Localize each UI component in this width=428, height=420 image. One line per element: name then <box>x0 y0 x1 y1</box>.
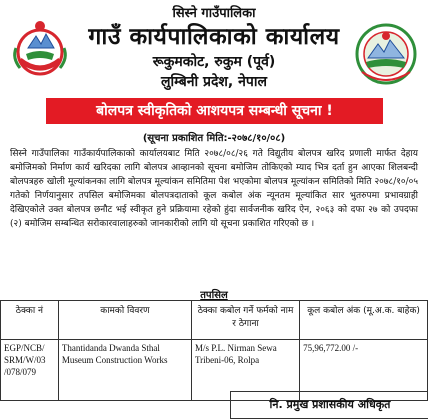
cell-bidder-firm: M/s P.L. Nirman Sewa Tribeni-06, Rolpa <box>191 340 299 401</box>
cell-contract-no: EGP/NCB/ SRM/W/03 /078/079 <box>1 340 59 401</box>
publish-date: (सूचना प्रकाशित मिति:-२०७८/१०/०८) <box>142 133 286 144</box>
notice-title-banner: बोलपत्र स्वीकृतिको आशयपत्र सम्बन्धी सूचना ! <box>46 98 383 124</box>
col-work-description: कामको विवरण <box>58 301 191 340</box>
office-title: गाउँ कार्यपालिकाको कार्यालय <box>88 24 340 50</box>
col-contract-no: ठेक्का नं <box>1 301 59 340</box>
details-heading: तपसिल <box>200 290 228 301</box>
signatory-title: नि. प्रमुख प्रशासकीय अधिकृत <box>230 391 428 419</box>
municipality-name: सिस्ने गाउँपालिका <box>172 6 256 21</box>
bid-table <box>0 300 428 401</box>
table-header-row <box>1 301 428 340</box>
office-address: रूकुमकोट, रुकुम (पूर्व) <box>152 54 276 70</box>
municipality-logo-icon <box>352 22 420 86</box>
notice-body: सिस्ने गाउँपालिका गाउँकार्यपालिकाको कार्यालयबाट मिति २०७८/०८/२६ गते विद्युतीय बोलपत्र खरिद प्रणाली मार्फत देहाय बमोजिमको निर्माण कार्य खरिदका लागि बोलपत्र आव्हानको सूचना बमोजिम तोकिएको म्याद भित्र दर्ता हुन आएका शिलबन्दी बोलपत्रहरु खोली मूल्यांकनका लागि बोलपत्र मूल्यांकन समितिमा पेश भएकोमा बोलपत्र मूल्यांकन समितिको मिति २०७८/१०/०५ गतेको निर्णयानुसार तपसिल बमोजिमका बोलपत्रदाताको कूल कबोल अंक न्यूनतम मूल्यांकित सार भुतरुपमा प्रभावग्राही देखिएकोले उक्त बोलपत्र छनौट भई स्वीकृत हुने प्रक्रियामा रहेको हुंदा सार्वजनीक खरिद ऐन, २०६३ को दफा २७ को उपदफा (२) बमोजिम सम्बन्धित सरोकारवालाहरुको जानकारीको लागि यो सूचना प्रकाशित गरिएको छ । <box>10 149 418 229</box>
cell-work-description: Thantidanda Dwanda Sthal Museum Construction Works <box>58 340 191 401</box>
province-country: लुम्बिनी प्रदेश, नेपाल <box>161 74 267 90</box>
letterhead <box>0 0 428 94</box>
col-total-bid-amount: कूल कबोल अंक (मू.अ.क. बाहेक) <box>300 301 428 340</box>
col-bidder-firm: ठेक्का कबोल गर्ने फर्मको नाम र ठेगाना <box>191 301 299 340</box>
cell-bid-amount: 75,96,772.00 /- <box>300 340 428 401</box>
